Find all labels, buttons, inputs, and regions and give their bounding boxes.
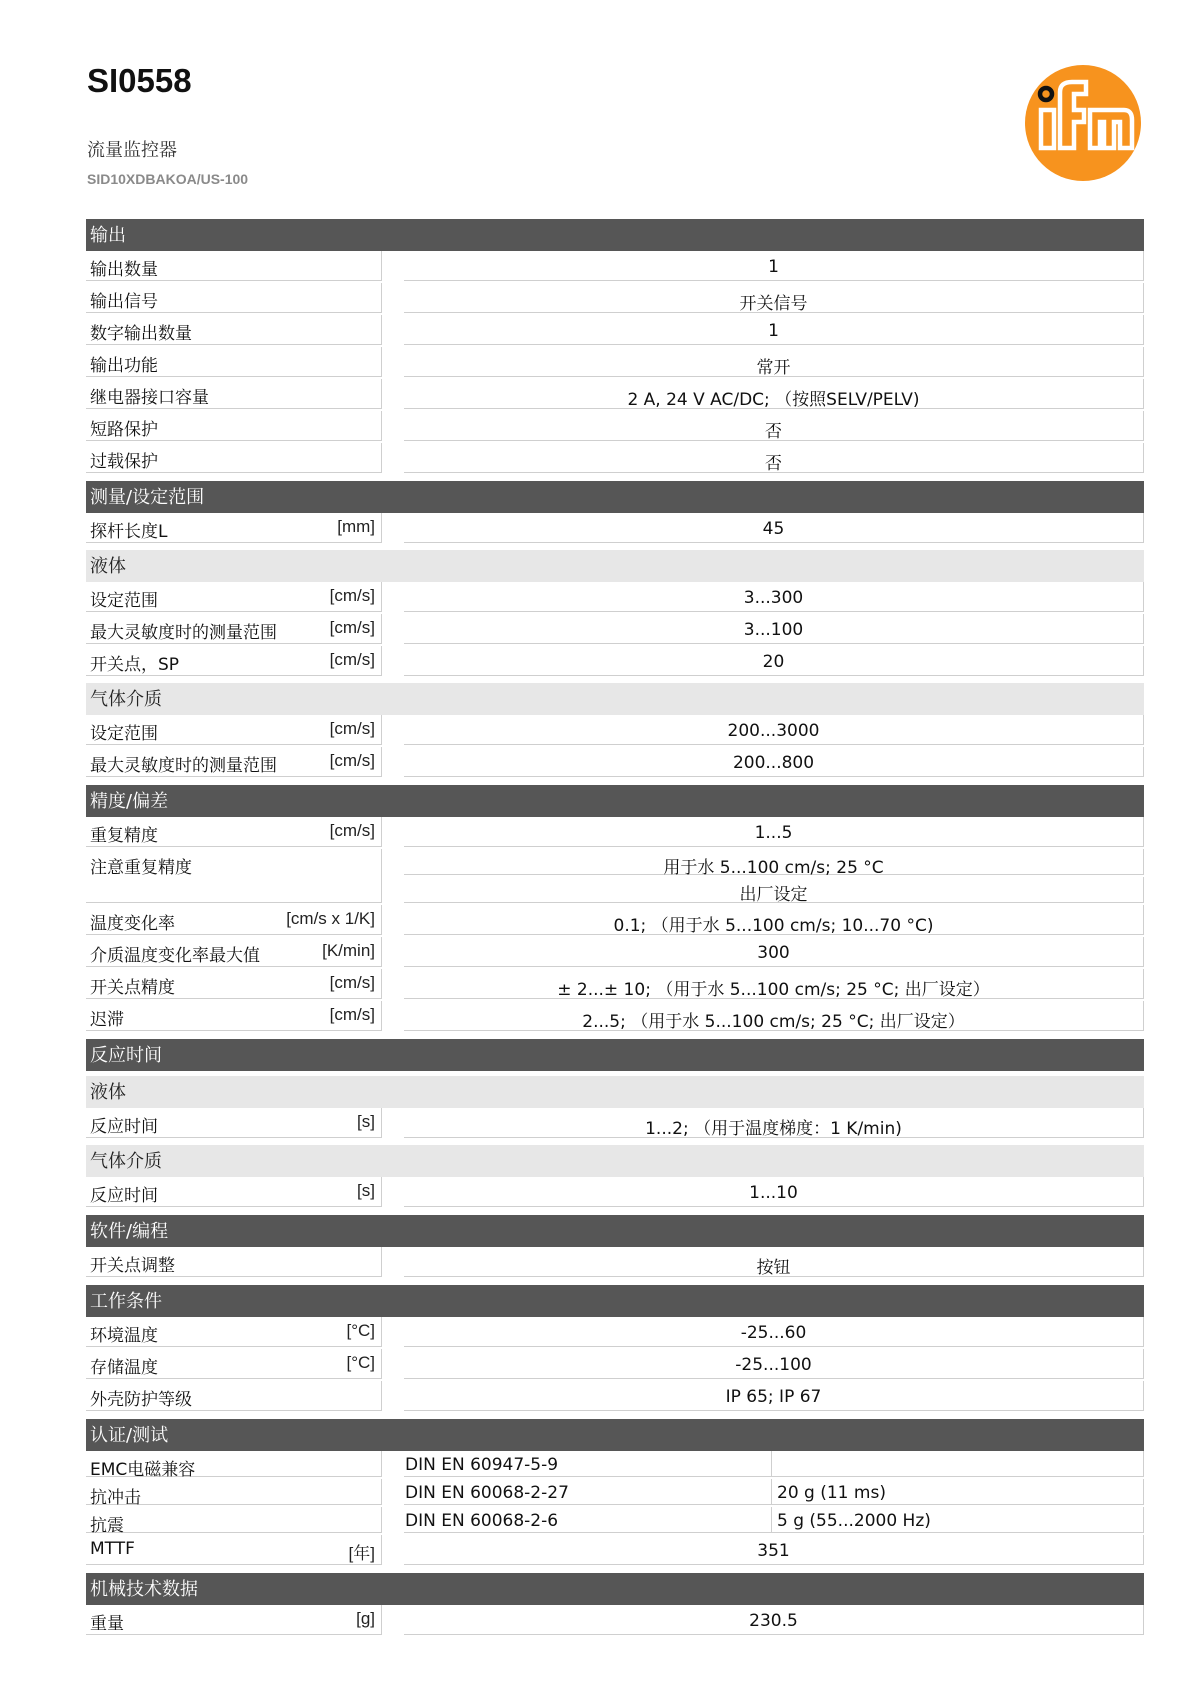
row-value: DIN EN 60947-5-9	[404, 1451, 772, 1477]
product-subtitle: 流量监控器	[87, 140, 177, 161]
row-label: 输出信号	[86, 283, 382, 313]
row-value: 否	[404, 411, 1144, 441]
table-row	[86, 614, 1144, 646]
label-text: 最大灵敏度时的测量范围	[90, 623, 277, 643]
unit-text: [mm]	[337, 517, 375, 536]
row-value: 按钮	[404, 1247, 1144, 1277]
section-measuring-header: 测量/设定范围	[86, 481, 1144, 513]
label-text: 迟滞	[90, 1010, 124, 1030]
row-label: EMC电磁兼容	[86, 1451, 382, 1477]
label-text: 重量	[90, 1614, 124, 1634]
unit-text: [cm/s]	[329, 1005, 375, 1024]
subsection-liquid: 液体	[86, 550, 1144, 582]
section-response-header: 反应时间	[86, 1039, 1144, 1071]
row-value-2	[772, 1451, 1144, 1477]
table-row	[86, 937, 1144, 969]
unit-text: [cm/s]	[329, 973, 375, 992]
row-value: 1	[404, 251, 1144, 281]
table-row	[86, 1001, 1144, 1033]
row-value: 1...2; （用于温度梯度：1 K/min)	[404, 1108, 1144, 1138]
row-label	[86, 905, 382, 935]
table-row	[86, 1177, 1144, 1209]
row-value: 351	[404, 1535, 1144, 1565]
label-text: 开关点精度	[90, 978, 175, 998]
unit-text: [g]	[356, 1609, 375, 1628]
unit-text: [cm/s]	[329, 618, 375, 637]
table-row	[86, 379, 1144, 411]
section-operating-header: 工作条件	[86, 1285, 1144, 1317]
row-label	[86, 937, 382, 967]
row-label	[86, 747, 382, 777]
table-row	[86, 315, 1144, 347]
spec-table	[86, 219, 1144, 1637]
unit-text: [年]	[348, 1544, 375, 1563]
table-row	[86, 1317, 1144, 1349]
label-text: 介质温度变化率最大值	[90, 946, 260, 966]
label-text: 反应时间	[90, 1117, 158, 1137]
ifm-logo	[1024, 64, 1142, 182]
row-label	[86, 1001, 382, 1031]
unit-text: [cm/s]	[329, 751, 375, 770]
label-text: 最大灵敏度时的测量范围	[90, 756, 277, 776]
logo-text: ifm	[1024, 64, 1026, 65]
row-value: 用于水 5...100 cm/s; 25 °C	[404, 849, 1144, 875]
table-row	[86, 849, 1144, 905]
row-value: 20	[404, 646, 1144, 676]
unit-text: [cm/s]	[329, 586, 375, 605]
row-value: 开关信号	[404, 283, 1144, 313]
row-label: 继电器接口容量	[86, 379, 382, 409]
row-label	[86, 1317, 382, 1347]
row-value: 2 A, 24 V AC/DC; （按照SELV/PELV)	[404, 379, 1144, 409]
section-accuracy-header: 精度/偏差	[86, 785, 1144, 817]
unit-text: [°C]	[346, 1353, 375, 1372]
product-title: SI0558	[87, 62, 192, 99]
unit-text: [s]	[357, 1112, 375, 1131]
row-value: 0.1; （用于水 5...100 cm/s; 10...70 °C)	[404, 905, 1144, 935]
table-row	[86, 646, 1144, 678]
label-text: 开关点，SP	[90, 655, 180, 675]
row-label: 外壳防护等级	[86, 1381, 382, 1411]
row-value: 45	[404, 513, 1144, 543]
row-label: 抗冲击	[86, 1479, 382, 1505]
table-row	[86, 347, 1144, 379]
row-label: 输出功能	[86, 347, 382, 377]
row-value: ± 2...± 10; （用于水 5...100 cm/s; 25 °C; 出厂设定）	[404, 969, 1144, 999]
row-label: 数字输出数量	[86, 315, 382, 345]
row-value: 1...5	[404, 817, 1144, 847]
row-value: 230.5	[404, 1605, 1144, 1635]
section-software-header: 软件/编程	[86, 1215, 1144, 1247]
row-label	[86, 1108, 382, 1138]
label-text: 存储温度	[90, 1358, 158, 1378]
row-value: DIN EN 60068-2-27	[404, 1479, 772, 1505]
row-label: 开关点调整	[86, 1247, 382, 1277]
subsection-gas: 气体介质	[86, 683, 1144, 715]
row-value: 300	[404, 937, 1144, 967]
row-value: 3...100	[404, 614, 1144, 644]
table-row	[86, 905, 1144, 937]
table-row	[86, 411, 1144, 443]
label-text: 环境温度	[90, 1326, 158, 1346]
unit-text: [cm/s]	[329, 650, 375, 669]
row-label: 注意重复精度	[86, 849, 382, 903]
row-value: IP 65; IP 67	[404, 1381, 1144, 1411]
row-value: 否	[404, 443, 1144, 473]
row-value: DIN EN 60068-2-6	[404, 1507, 772, 1533]
row-value: -25...60	[404, 1317, 1144, 1347]
section-output-header: 输出	[86, 219, 1144, 251]
table-row	[86, 251, 1144, 283]
row-label	[86, 614, 382, 644]
row-value: 2...5; （用于水 5...100 cm/s; 25 °C; 出厂设定）	[404, 1001, 1144, 1031]
table-row	[86, 1381, 1144, 1413]
label-text: 温度变化率	[90, 914, 175, 934]
row-value: 1...10	[404, 1177, 1144, 1207]
row-value: 200...800	[404, 747, 1144, 777]
table-row	[86, 969, 1144, 1001]
label-text: 重复精度	[90, 826, 158, 846]
row-label: 过载保护	[86, 443, 382, 473]
row-value: -25...100	[404, 1349, 1144, 1379]
row-value: 3...300	[404, 582, 1144, 612]
row-label: 抗震	[86, 1507, 382, 1533]
table-row	[86, 1108, 1144, 1140]
table-row	[86, 582, 1144, 614]
table-row	[86, 747, 1144, 779]
subsection-gas: 气体介质	[86, 1145, 1144, 1177]
table-row	[86, 283, 1144, 315]
row-label: 输出数量	[86, 251, 382, 281]
table-row	[86, 715, 1144, 747]
table-row	[86, 443, 1144, 475]
row-label: 短路保护	[86, 411, 382, 441]
row-label	[86, 513, 382, 543]
row-value-2: 20 g (11 ms)	[772, 1479, 1144, 1505]
row-value: 200...3000	[404, 715, 1144, 745]
unit-text: [cm/s]	[329, 821, 375, 840]
unit-text: [K/min]	[322, 941, 375, 960]
row-label	[86, 1605, 382, 1635]
label-text: 探杆长度L	[90, 522, 168, 542]
row-value: 出厂设定	[404, 877, 1144, 903]
table-row	[86, 513, 1144, 545]
label-text: 设定范围	[90, 591, 158, 611]
row-label	[86, 582, 382, 612]
row-value: 常开	[404, 347, 1144, 377]
row-label	[86, 969, 382, 999]
row-label	[86, 646, 382, 676]
table-row	[86, 1479, 1144, 1507]
label-text: 设定范围	[90, 724, 158, 744]
row-label	[86, 817, 382, 847]
row-label	[86, 715, 382, 745]
section-mechanical-header: 机械技术数据	[86, 1573, 1144, 1605]
section-approvals-header: 认证/测试	[86, 1419, 1144, 1451]
row-label	[86, 1177, 382, 1207]
unit-text: [cm/s x 1/K]	[286, 909, 375, 928]
table-row	[86, 1507, 1144, 1535]
table-row	[86, 1451, 1144, 1479]
unit-text: [s]	[357, 1181, 375, 1200]
table-row	[86, 1535, 1144, 1567]
table-row	[86, 1247, 1144, 1279]
subsection-liquid: 液体	[86, 1076, 1144, 1108]
label-text: 反应时间	[90, 1186, 158, 1206]
row-label	[86, 1535, 382, 1565]
row-value-2: 5 g (55...2000 Hz)	[772, 1507, 1144, 1533]
table-row	[86, 1349, 1144, 1381]
table-row	[86, 1605, 1144, 1637]
table-row	[86, 817, 1144, 849]
unit-text: [cm/s]	[329, 719, 375, 738]
row-label	[86, 1349, 382, 1379]
unit-text: [°C]	[346, 1321, 375, 1340]
product-model-code: SID10XDBAKOA/US-100	[87, 171, 249, 187]
row-value: 1	[404, 315, 1144, 345]
label-text: MTTF	[90, 1539, 135, 1559]
